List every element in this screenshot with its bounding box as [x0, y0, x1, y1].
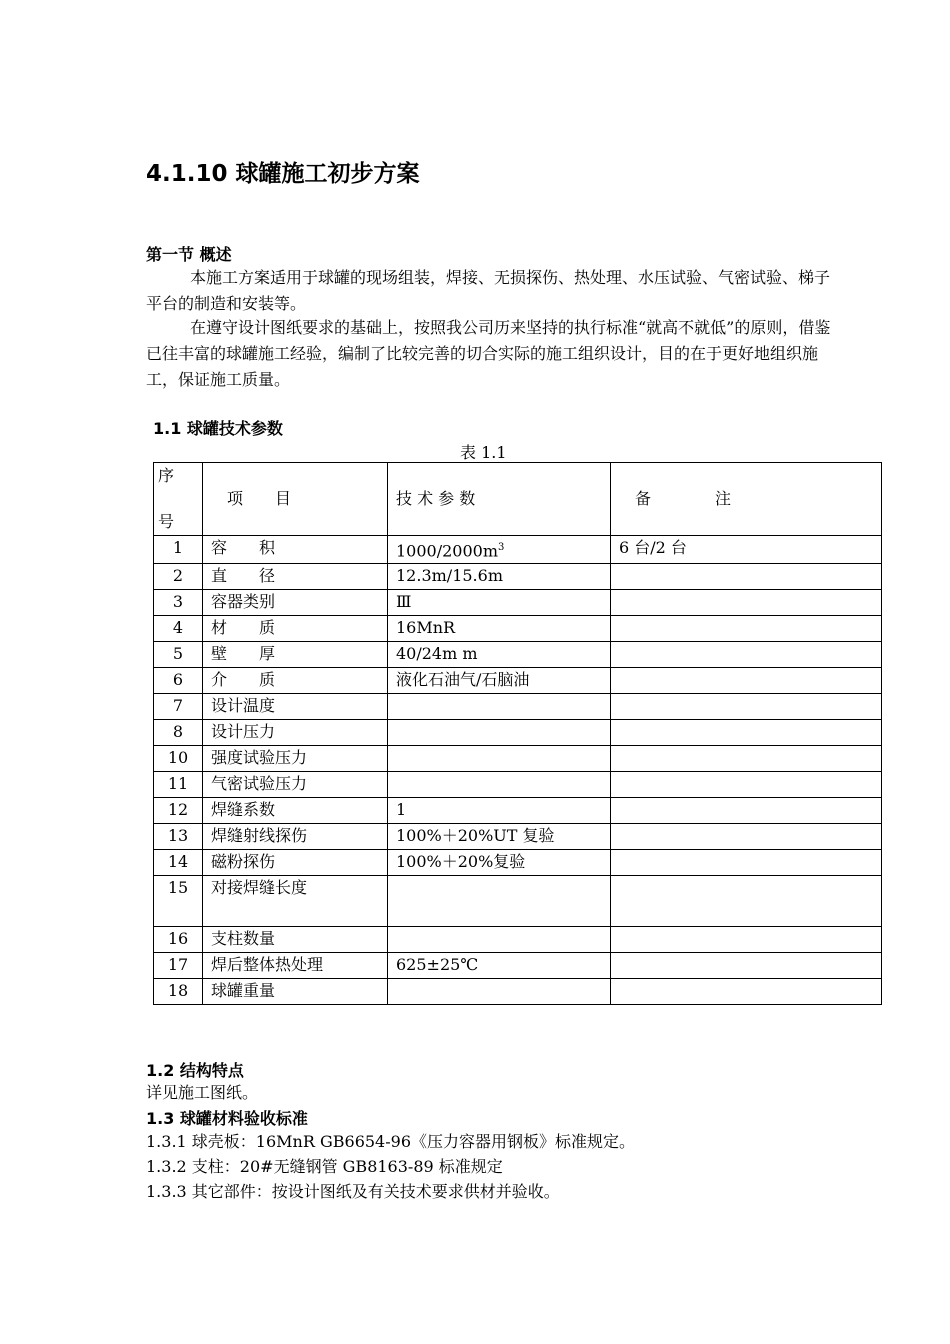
- table-row: [154, 642, 882, 668]
- table-row: [154, 850, 882, 876]
- row-number: 16: [154, 927, 203, 953]
- table-caption: 表 1.1: [460, 443, 507, 462]
- row-param: [388, 616, 611, 642]
- header-param-label: 技 术 参 数: [396, 489, 476, 508]
- row-item: 焊后整体热处理: [203, 953, 388, 979]
- row-param-superscript: 3: [498, 542, 505, 553]
- row-param: [388, 979, 611, 1005]
- section-heading-structure: 1.2 结构特点: [146, 1061, 244, 1080]
- row-item: 强度试验压力: [203, 746, 388, 772]
- row-remark: [611, 564, 882, 590]
- row-item: 气密试验压力: [203, 772, 388, 798]
- row-remark: [611, 876, 882, 927]
- row-number: 15: [154, 876, 203, 927]
- row-param: [388, 564, 611, 590]
- row-item: 材 质: [203, 616, 388, 642]
- row-param: [388, 850, 611, 876]
- row-remark: [611, 642, 882, 668]
- row-item: 直 径: [203, 564, 388, 590]
- paragraph-scope: 本施工方案适用于球罐的现场组装，焊接、无损探伤、热处理、水压试验、气密试验、梯子平台的制造和安装等。: [146, 268, 831, 313]
- header-seq-bottom: 号: [158, 512, 175, 531]
- row-remark: [611, 746, 882, 772]
- row-remark: [611, 979, 882, 1005]
- row-param: [388, 536, 611, 564]
- row-number: 17: [154, 953, 203, 979]
- table-row: [154, 876, 882, 927]
- row-item: 容器类别: [203, 590, 388, 616]
- header-remark-label: 备 注: [635, 489, 732, 508]
- row-remark: [611, 772, 882, 798]
- table-row: [154, 720, 882, 746]
- row-remark: [611, 798, 882, 824]
- row-remark: [611, 850, 882, 876]
- row-remark: [611, 953, 882, 979]
- row-number: 14: [154, 850, 203, 876]
- row-number: 10: [154, 746, 203, 772]
- tech-params-table: [153, 462, 882, 1005]
- row-param: [388, 668, 611, 694]
- row-number: 6: [154, 668, 203, 694]
- row-remark: [611, 668, 882, 694]
- table-row: [154, 927, 882, 953]
- row-param-value: 100%＋20%UT 复验: [396, 826, 555, 846]
- table-row: [154, 536, 882, 564]
- row-param-value: 1: [396, 800, 407, 820]
- section-heading-material: 1.3 球罐材料验收标准: [146, 1109, 308, 1128]
- row-param: [388, 824, 611, 850]
- row-item: 磁粉探伤: [203, 850, 388, 876]
- section-heading-overview: 第一节 概述: [146, 245, 232, 264]
- row-param: [388, 927, 611, 953]
- row-param-value: 16MnR: [396, 618, 456, 638]
- table-row: [154, 746, 882, 772]
- row-item: 焊缝系数: [203, 798, 388, 824]
- material-line-3: 1.3.3 其它部件：按设计图纸及有关技术要求供材并验收。: [146, 1182, 560, 1201]
- row-param-value: 液化石油气/石脑油: [396, 670, 530, 690]
- row-param: [388, 746, 611, 772]
- row-item: 对接焊缝长度: [203, 876, 388, 927]
- row-item: 设计温度: [203, 694, 388, 720]
- row-item: 设计压力: [203, 720, 388, 746]
- row-param-value: 625±25℃: [396, 955, 479, 975]
- header-param: [388, 463, 611, 536]
- row-number: 5: [154, 642, 203, 668]
- table-header-row: [154, 463, 882, 536]
- table-row: [154, 953, 882, 979]
- table-row: [154, 772, 882, 798]
- row-number: 8: [154, 720, 203, 746]
- material-line-1: 1.3.1 球壳板：16MnR GB6654-96《压力容器用钢板》标准规定。: [146, 1132, 636, 1151]
- row-remark: [611, 824, 882, 850]
- row-number: 3: [154, 590, 203, 616]
- table-row: [154, 979, 882, 1005]
- row-number: 2: [154, 564, 203, 590]
- row-param: [388, 642, 611, 668]
- table-row: [154, 564, 882, 590]
- row-param-value: 40/24m m: [396, 644, 478, 664]
- row-remark: [611, 616, 882, 642]
- row-param: [388, 953, 611, 979]
- row-item: 支柱数量: [203, 927, 388, 953]
- header-item-label: 项 目: [227, 489, 292, 508]
- row-param: [388, 720, 611, 746]
- table-row: [154, 694, 882, 720]
- row-param-value: 12.3m/15.6m: [396, 566, 503, 586]
- paragraph-principle: 在遵守设计图纸要求的基础上，按照我公司历来坚持的执行标准“就高不就低”的原则，借鉴已往丰富的球罐施工经验，编制了比较完善的切合实际的施工组织设计，目的在于更好地组织施工，保证施工质量。: [146, 318, 831, 389]
- row-remark: 6 台/2 台: [611, 536, 882, 564]
- row-remark: [611, 927, 882, 953]
- row-param: [388, 694, 611, 720]
- row-param: [388, 772, 611, 798]
- row-number: 18: [154, 979, 203, 1005]
- row-number: 12: [154, 798, 203, 824]
- row-item: 介 质: [203, 668, 388, 694]
- row-remark: [611, 694, 882, 720]
- row-param: [388, 876, 611, 927]
- row-param: [388, 798, 611, 824]
- row-item: 球罐重量: [203, 979, 388, 1005]
- section-heading-tech-params: 1.1 球罐技术参数: [153, 419, 283, 438]
- row-number: 7: [154, 694, 203, 720]
- row-remark: [611, 590, 882, 616]
- row-number: 1: [154, 536, 203, 564]
- row-item: 焊缝射线探伤: [203, 824, 388, 850]
- row-param-value: 100%＋20%复验: [396, 852, 526, 872]
- table-row: [154, 590, 882, 616]
- row-number: 13: [154, 824, 203, 850]
- table-row: [154, 616, 882, 642]
- row-param-value: 1000/2000m: [396, 541, 498, 561]
- material-line-2: 1.3.2 支柱：20#无缝钢管 GB8163-89 标准规定: [146, 1157, 503, 1176]
- structure-text: 详见施工图纸。: [146, 1083, 259, 1102]
- document-title: 4.1.10 球罐施工初步方案: [146, 161, 420, 187]
- row-number: 11: [154, 772, 203, 798]
- table-row: [154, 824, 882, 850]
- row-param: [388, 590, 611, 616]
- row-param-value: Ⅲ: [396, 592, 412, 612]
- header-seq: [154, 463, 203, 536]
- table-row: [154, 798, 882, 824]
- row-remark: [611, 720, 882, 746]
- header-remark: [611, 463, 882, 536]
- header-item: [203, 463, 388, 536]
- row-item: 壁 厚: [203, 642, 388, 668]
- header-seq-top: 序: [158, 466, 175, 485]
- row-number: 4: [154, 616, 203, 642]
- row-item: 容 积: [203, 536, 388, 564]
- table-row: [154, 668, 882, 694]
